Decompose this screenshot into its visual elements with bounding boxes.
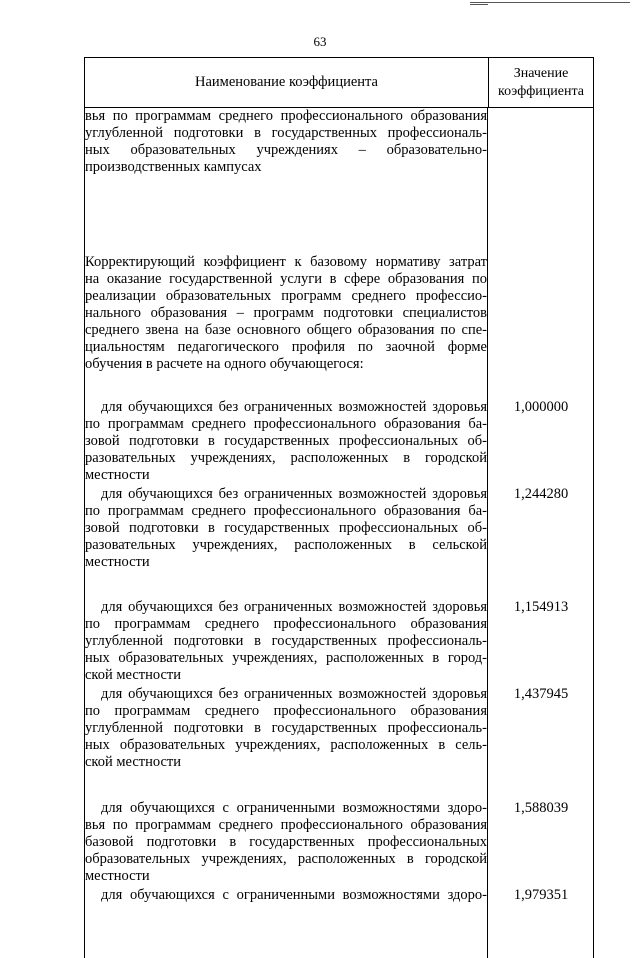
- column-divider: [487, 108, 488, 958]
- header-name-cell: Наименование коэффициента: [85, 58, 489, 107]
- row-line: разовательных учреждениях, расположенных в городской: [85, 450, 487, 466]
- row-line: обучения в расчете на одного обучающегося:: [85, 356, 364, 372]
- table-body: [84, 108, 594, 958]
- table-row-2-text: [85, 399, 487, 484]
- row-line: по программам среднего профессионального образования ба-: [85, 416, 487, 432]
- table-row-3-value: 1,244280: [513, 486, 569, 502]
- page-number: 63: [313, 34, 327, 49]
- row-line: для обучающихся с ограниченными возможностями здоро-: [101, 800, 487, 816]
- row-line: для обучающихся без ограниченных возможностей здоровья: [101, 599, 487, 615]
- row-line: ных образовательных учреждениях, расположенных в сель-: [85, 737, 487, 753]
- coefficients-table: [84, 57, 594, 958]
- table-header: [84, 57, 594, 108]
- row-line: для обучающихся без ограниченных возможностей здоровья: [101, 486, 487, 502]
- row-line: базовой подготовки в государственных профессиональных: [85, 834, 487, 850]
- row-line: ской местности: [85, 667, 182, 683]
- table-row-5-text: [85, 686, 487, 771]
- table-row-2-value: 1,000000: [513, 399, 569, 415]
- header-value-cell: [489, 58, 593, 107]
- row-line: для обучающихся без ограниченных возможностей здоровья: [101, 399, 487, 415]
- header-value-line1: Значение: [513, 65, 569, 81]
- table-row-4-text: [85, 599, 487, 684]
- row-line: для обучающихся без ограниченных возможностей здоровья: [101, 686, 487, 702]
- table-row-6-value: 1,588039: [513, 800, 569, 816]
- row-line: по программам среднего профессионального образования: [85, 703, 487, 719]
- row-line: местности: [85, 868, 150, 884]
- table-row-7-value: 1,979351: [513, 887, 569, 903]
- row-line: ных образовательных учреждениях – образовательно-: [85, 142, 487, 158]
- table-row-7-text: [85, 887, 487, 904]
- row-line: ных образовательных учреждениях, расположенных в город-: [85, 650, 487, 666]
- row-line: вья по программам среднего профессионального образования: [85, 108, 487, 124]
- top-rule-short: [470, 4, 488, 5]
- row-line: зовой подготовки в государственных профессиональных об-: [85, 520, 487, 536]
- row-line: местности: [85, 467, 150, 483]
- table-row-3-text: [85, 486, 487, 571]
- row-line: нального образования – программ подготовки специалистов: [85, 305, 487, 321]
- row-line: зовой подготовки в государственных профессиональных об-: [85, 433, 487, 449]
- row-line: по программам среднего профессионального образования: [85, 616, 487, 632]
- row-line: ской местности: [85, 754, 182, 770]
- row-line: циальностям педагогического профиля по заочной форме: [85, 339, 487, 355]
- row-line: углубленной подготовки в государственных профессиональ-: [85, 633, 487, 649]
- row-line: разовательных учреждениях, расположенных в сельской: [85, 537, 487, 553]
- row-line: Корректирующий коэффициент к базовому нормативу затрат: [85, 254, 487, 270]
- row-line: углубленной подготовки в государственных профессиональ-: [85, 125, 487, 141]
- row-line: для обучающихся с ограниченными возможностями здоро-: [101, 887, 487, 903]
- row-line: местности: [85, 554, 150, 570]
- table-row-5-value: 1,437945: [513, 686, 569, 702]
- row-line: производственных кампусах: [85, 159, 262, 175]
- row-line: на оказание государственной услуги в сфере образования по: [85, 271, 487, 287]
- table-row-1-text: [85, 254, 487, 373]
- top-rule: [470, 2, 630, 3]
- table-row-6-text: [85, 800, 487, 885]
- row-line: среднего звена на базе основного общего образования по спе-: [85, 322, 487, 338]
- row-line: вья по программам среднего профессионального образования: [85, 817, 487, 833]
- row-line: образовательных учреждениях, расположенных в городской: [85, 851, 487, 867]
- header-value-line2: коэффициента: [498, 83, 584, 99]
- row-line: реализации образовательных программ среднего профессио-: [85, 288, 487, 304]
- table-row-0-text: [85, 108, 487, 176]
- table-row-4-value: 1,154913: [513, 599, 569, 615]
- row-line: по программам среднего профессионального образования ба-: [85, 503, 487, 519]
- row-line: углубленной подготовки в государственных профессиональ-: [85, 720, 487, 736]
